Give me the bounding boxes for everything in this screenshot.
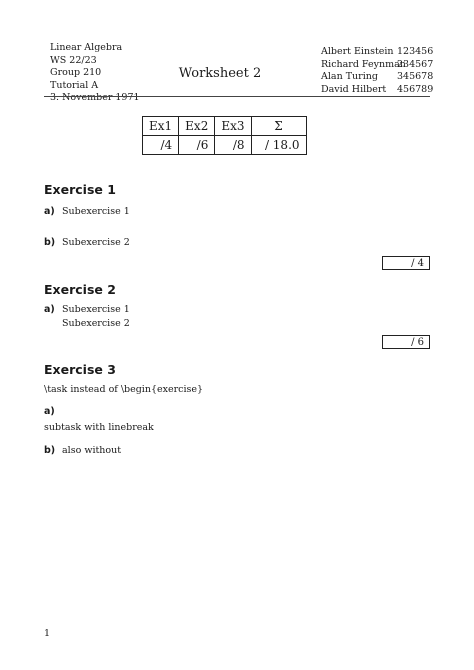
student-id: 345678 bbox=[397, 71, 434, 83]
exercise-2-points-box bbox=[382, 335, 430, 349]
exercise-3b-label: b) bbox=[44, 445, 56, 456]
student-name: Richard Feynman bbox=[321, 58, 406, 70]
student-row bbox=[321, 83, 434, 97]
exercise-3a-label: a) bbox=[44, 406, 55, 417]
score-table bbox=[142, 116, 307, 155]
student-row bbox=[321, 58, 434, 72]
tutorial: Tutorial A bbox=[50, 79, 99, 91]
exercise-1b-text: Subexercise 2 bbox=[62, 237, 130, 248]
exercise-1-points-box bbox=[382, 256, 430, 270]
score-header-ex2: Ex2 bbox=[179, 117, 215, 136]
exercise-2a-line1: Subexercise 1 bbox=[62, 304, 130, 315]
exercise-2a-line2: Subexercise 2 bbox=[62, 318, 130, 329]
score-header-row bbox=[143, 117, 307, 136]
exercise-1b-label: b) bbox=[44, 237, 56, 248]
student-row bbox=[321, 46, 434, 59]
semester: WS 22/23 bbox=[50, 54, 97, 66]
score-header-ex3: Ex3 bbox=[215, 117, 251, 136]
student-id: 123456 bbox=[397, 46, 434, 57]
score-value-ex3: /8 bbox=[215, 136, 251, 155]
group: Group 210 bbox=[50, 67, 102, 79]
header-rule bbox=[44, 96, 430, 97]
student-id: 234567 bbox=[397, 58, 434, 70]
score-value-ex1: /4 bbox=[143, 136, 179, 155]
date: 3. November 1971 bbox=[50, 92, 140, 104]
score-value-ex2: /6 bbox=[179, 136, 215, 155]
score-value-sum: / 18.0 bbox=[251, 136, 306, 155]
student-list bbox=[321, 46, 434, 96]
exercise-1-points: / 4 bbox=[411, 257, 424, 269]
student-name: Albert Einstein bbox=[321, 46, 394, 57]
exercise-1-title: Exercise 1 bbox=[44, 182, 116, 197]
student-id: 456789 bbox=[397, 83, 434, 95]
student-row bbox=[321, 71, 434, 84]
score-value-row bbox=[143, 136, 307, 155]
page-number: 1 bbox=[44, 628, 51, 639]
exercise-2-title: Exercise 2 bbox=[44, 282, 116, 297]
score-header-sum: Σ bbox=[251, 117, 306, 136]
score-header-ex1: Ex1 bbox=[143, 117, 179, 136]
course-name: Linear Algebra bbox=[50, 42, 123, 53]
student-name: Alan Turing bbox=[321, 71, 378, 83]
exercise-2-points: / 6 bbox=[411, 336, 424, 348]
exercise-3-title: Exercise 3 bbox=[44, 362, 116, 377]
exercise-3b-text: also without bbox=[62, 445, 122, 456]
student-name: David Hilbert bbox=[321, 83, 387, 95]
exercise-1a-text: Subexercise 1 bbox=[62, 206, 130, 217]
worksheet-title: Worksheet 2 bbox=[178, 66, 262, 81]
exercise-2a-label: a) bbox=[44, 304, 55, 315]
exercise-3a-text: subtask with linebreak bbox=[44, 422, 154, 433]
exercise-3-intro: \task instead of \begin{exercise} bbox=[44, 384, 204, 395]
exercise-1a-label: a) bbox=[44, 206, 55, 217]
